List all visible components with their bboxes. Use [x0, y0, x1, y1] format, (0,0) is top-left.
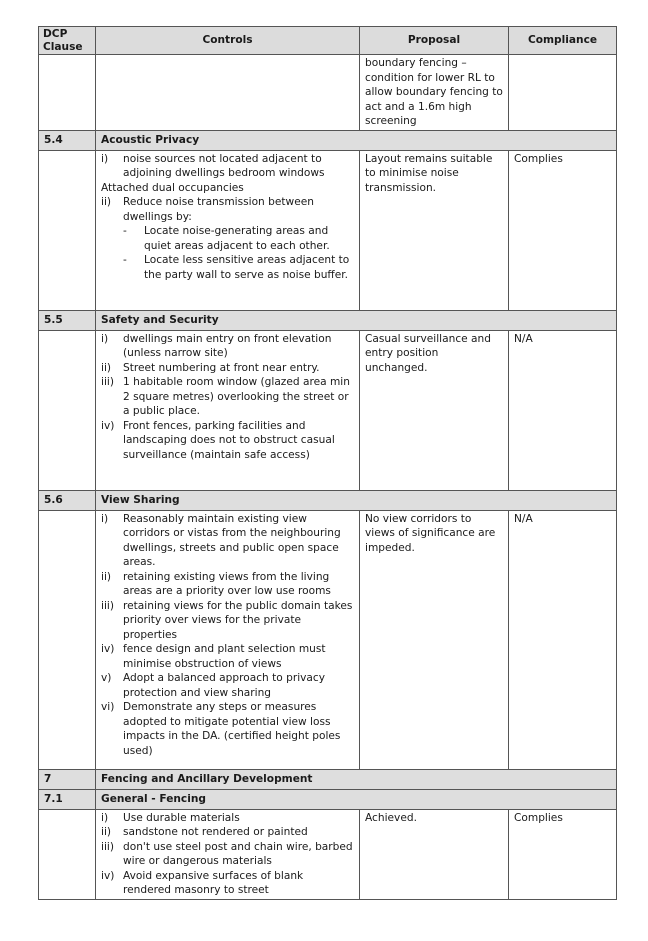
clause-cell: [39, 510, 96, 769]
list-item: [101, 361, 354, 376]
compliance-cell: N/A: [509, 510, 617, 769]
item-text: retaining existing views from the living areas are a priority over low use rooms: [123, 570, 331, 597]
item-text: Reduce noise transmission between dwellings by:: [123, 196, 314, 223]
item-text: Street numbering at front near entry.: [123, 361, 320, 374]
section-number: 5.4: [39, 130, 96, 150]
proposal-cell: Achieved.: [360, 809, 509, 899]
item-number: v): [101, 672, 112, 684]
item-number: vi): [101, 701, 115, 713]
item-number: iv): [101, 869, 115, 882]
controls-list: [101, 195, 354, 224]
item-text: fence design and plant selection must minimise obstruction of views: [123, 643, 326, 670]
item-text: 1 habitable room window (glazed area min 2 square metres) overlooking the street or a public place.: [123, 376, 350, 417]
item-number: i): [101, 811, 109, 824]
item-number: iii): [101, 376, 114, 388]
item-number: i): [101, 512, 109, 525]
list-item: [101, 570, 354, 599]
item-number: i): [101, 152, 109, 165]
section-row-7: [39, 769, 617, 789]
section-number: 5.5: [39, 310, 96, 330]
item-text: Reasonably maintain existing view corridors or vistas from the neighbouring dwellings, streets and public open space areas.: [123, 512, 341, 568]
clause-cell: [39, 809, 96, 899]
item-number: iii): [101, 840, 114, 853]
header-clause: DCP Clause: [39, 27, 96, 55]
clause-cell: [39, 55, 96, 131]
item-text: don't use steel post and chain wire, barbed wire or dangerous materials: [123, 840, 353, 867]
list-item: [101, 152, 354, 181]
section-row-5-6: [39, 490, 617, 510]
list-item: [101, 811, 354, 826]
clause-cell: [39, 330, 96, 490]
section-row-5-4: [39, 130, 617, 150]
list-item: [101, 375, 354, 419]
item-number: iv): [101, 419, 115, 432]
controls-list: [101, 152, 354, 181]
item-text: Adopt a balanced approach to privacy protection and view sharing: [123, 672, 325, 699]
proposal-cell: Layout remains suitable to minimise noise transmission.: [360, 150, 509, 310]
plain-text: Attached dual occupancies: [101, 181, 244, 194]
section-title: Acoustic Privacy: [96, 130, 617, 150]
sub-item-text: Locate less sensitive areas adjacent to the party wall to serve as noise buffer.: [144, 254, 350, 281]
section-row-5-5: [39, 310, 617, 330]
controls-list: [101, 811, 354, 898]
controls-cell: [96, 55, 360, 131]
list-item: [101, 512, 354, 570]
item-number: iv): [101, 643, 115, 655]
clause-cell: [39, 150, 96, 310]
item-text: Use durable materials: [123, 811, 240, 824]
list-item: [101, 700, 354, 758]
list-item: [101, 825, 354, 840]
header-proposal: Proposal: [360, 27, 509, 55]
table-row-5-6: [39, 510, 617, 769]
controls-list: [101, 332, 354, 463]
proposal-cell: No view corridors to views of significance are impeded.: [360, 510, 509, 769]
section-title: Fencing and Ancillary Development: [96, 769, 617, 789]
dash-bullet: -: [123, 225, 127, 237]
item-text: Demonstrate any steps or measures adopted to mitigate potential view loss impacts in the DA. (certified height poles used): [123, 701, 341, 757]
item-text: noise sources not located adjacent to adjoining dwellings bedroom windows: [123, 152, 325, 179]
list-item: [101, 599, 354, 643]
item-number: iii): [101, 599, 114, 612]
list-item: [101, 642, 354, 671]
item-number: ii): [101, 196, 112, 208]
compliance-cell: Complies: [509, 809, 617, 899]
section-number: 7: [39, 769, 96, 789]
list-item: [101, 419, 354, 463]
list-item: [101, 840, 354, 869]
controls-cell: [96, 150, 360, 310]
sub-list: [101, 224, 354, 282]
item-text: dwellings main entry on front elevation (unless narrow site): [123, 332, 332, 359]
dash-bullet: -: [123, 254, 127, 266]
item-text: retaining views for the public domain takes priority over views for the private properties: [123, 599, 353, 641]
proposal-cell: boundary fencing – condition for lower RL to allow boundary fencing to act and a 1.6m high screening: [360, 55, 509, 131]
section-row-7-1: [39, 789, 617, 809]
section-title: General - Fencing: [96, 789, 617, 809]
item-number: ii): [101, 361, 112, 374]
item-text: sandstone not rendered or painted: [123, 826, 308, 838]
compliance-cell: [509, 55, 617, 131]
item-number: i): [101, 332, 109, 345]
controls-cell: [96, 510, 360, 769]
proposal-cell: Casual surveillance and entry position unchanged.: [360, 330, 509, 490]
section-number: 7.1: [39, 789, 96, 809]
controls-cell: [96, 809, 360, 899]
list-item: [101, 671, 354, 700]
sub-item: [123, 224, 354, 253]
item-number: ii): [101, 826, 112, 838]
table-header-row: [39, 27, 617, 55]
controls-cell: [96, 330, 360, 490]
compliance-cell: N/A: [509, 330, 617, 490]
item-text: Avoid expansive surfaces of blank rendered masonry to street: [123, 869, 304, 896]
list-item: [101, 332, 354, 361]
header-compliance: Compliance: [509, 27, 617, 55]
section-title: Safety and Security: [96, 310, 617, 330]
list-item: [101, 869, 354, 898]
section-number: 5.6: [39, 490, 96, 510]
list-item: [101, 195, 354, 224]
table-row-continuation: [39, 55, 617, 131]
table-row-5-5: [39, 330, 617, 490]
table-row-7-1: [39, 809, 617, 899]
controls-list: [101, 512, 354, 759]
sub-item: [123, 253, 354, 282]
sub-item-text: Locate noise-generating areas and quiet areas adjacent to each other.: [144, 225, 330, 252]
item-number: ii): [101, 570, 112, 583]
item-text: Front fences, parking facilities and landscaping does not to obstruct casual surveillance (maintain safe access): [123, 419, 335, 461]
header-controls: Controls: [96, 27, 360, 55]
section-title: View Sharing: [96, 490, 617, 510]
table-row-5-4: [39, 150, 617, 310]
compliance-cell: Complies: [509, 150, 617, 310]
dcp-compliance-table: [38, 26, 617, 900]
